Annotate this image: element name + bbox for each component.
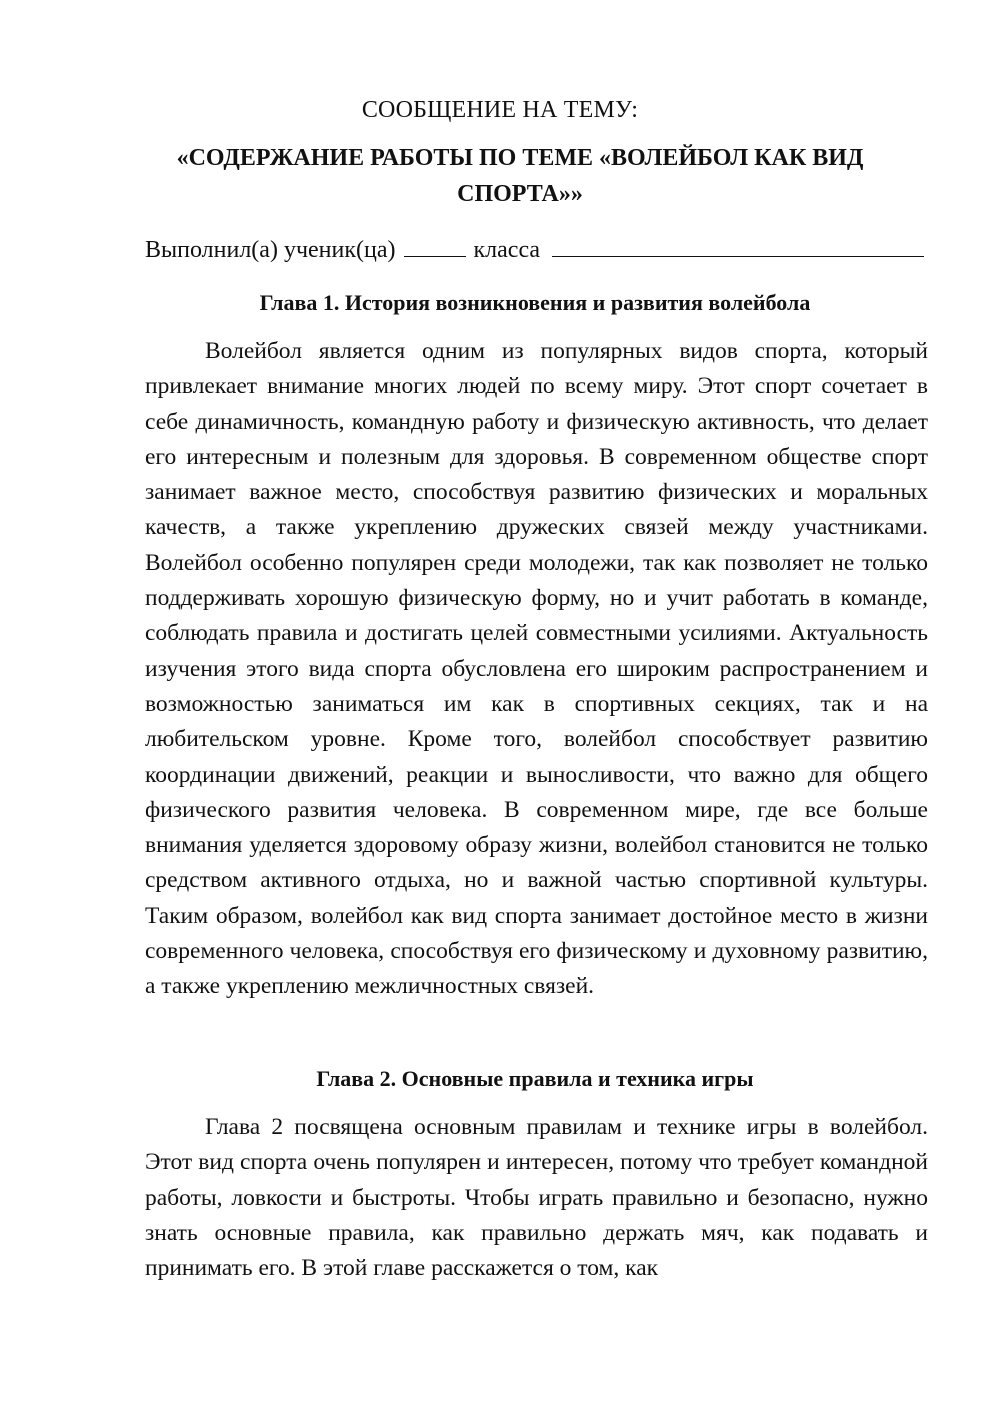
author-line bbox=[145, 230, 935, 268]
author-prefix: Выполнил(а) ученик(ца) bbox=[145, 237, 396, 263]
chapter-2-heading: Глава 2. Основные правила и техника игры bbox=[316, 1066, 754, 1091]
chapter-1-heading: Глава 1. История возникновения и развития волейбола bbox=[259, 290, 811, 315]
document-title-topic: «СОДЕРЖАНИЕ РАБОТЫ ПО ТЕМЕ «ВОЛЕЙБОЛ КАК ВИД СПОРТА»» bbox=[176, 145, 864, 207]
class-label: класса bbox=[473, 237, 541, 263]
document-title-line-1: СООБЩЕНИЕ НА ТЕМУ: bbox=[361, 97, 639, 123]
chapter-2-paragraph: Глава 2 посвящена основным правилам и технике игры в волейбол. Этот вид спорта очень популярен и интересен, потому что требует командной работы, ловкости и быстроты. Чтобы играть правильно и безопасно, нужно знать основные правила, как правильно держать мяч, как подавать и принимать его. В этой главе расскажется о том, как bbox=[145, 1114, 928, 1282]
chapter-1-paragraph: Волейбол является одним из популярных видов спорта, который привлекает внимание многих людей по всему миру. Этот спорт сочетает в себе динамичность, командную работу и физическую активность, что делает его интересным и полезным для здоровья. В современном обществе спорт занимает важное место, способствуя развитию физических и моральных качеств, а также укреплению дружеских связей между участниками. Волейбол особенно популярен среди молодежи, так как позволяет не только поддерживать хорошую физическую форму, но и учит работать в команде, соблюдать правила и достигать целей совместными усилиями. Актуальность изучения этого вида спорта обусловлена его широким распространением и возможностью заниматься им как в спортивных секциях, так и на любительском уровне. Кроме того, волейбол способствует развитию координации движений, реакции и выносливости, что важно для общего физического развития человека. В современном мире, где все больше внимания уделяется здоровому образу жизни, волейбол становится не только средством активного отдыха, но и важной частью спортивной культуры. Таким образом, волейбол как вид спорта занимает достойное место в жизни современного человека, способствуя его физическому и духовному развитию, а также укреплению межличностных связей. bbox=[145, 338, 928, 1000]
class-number-blank bbox=[404, 230, 466, 257]
student-name-blank bbox=[552, 230, 924, 257]
